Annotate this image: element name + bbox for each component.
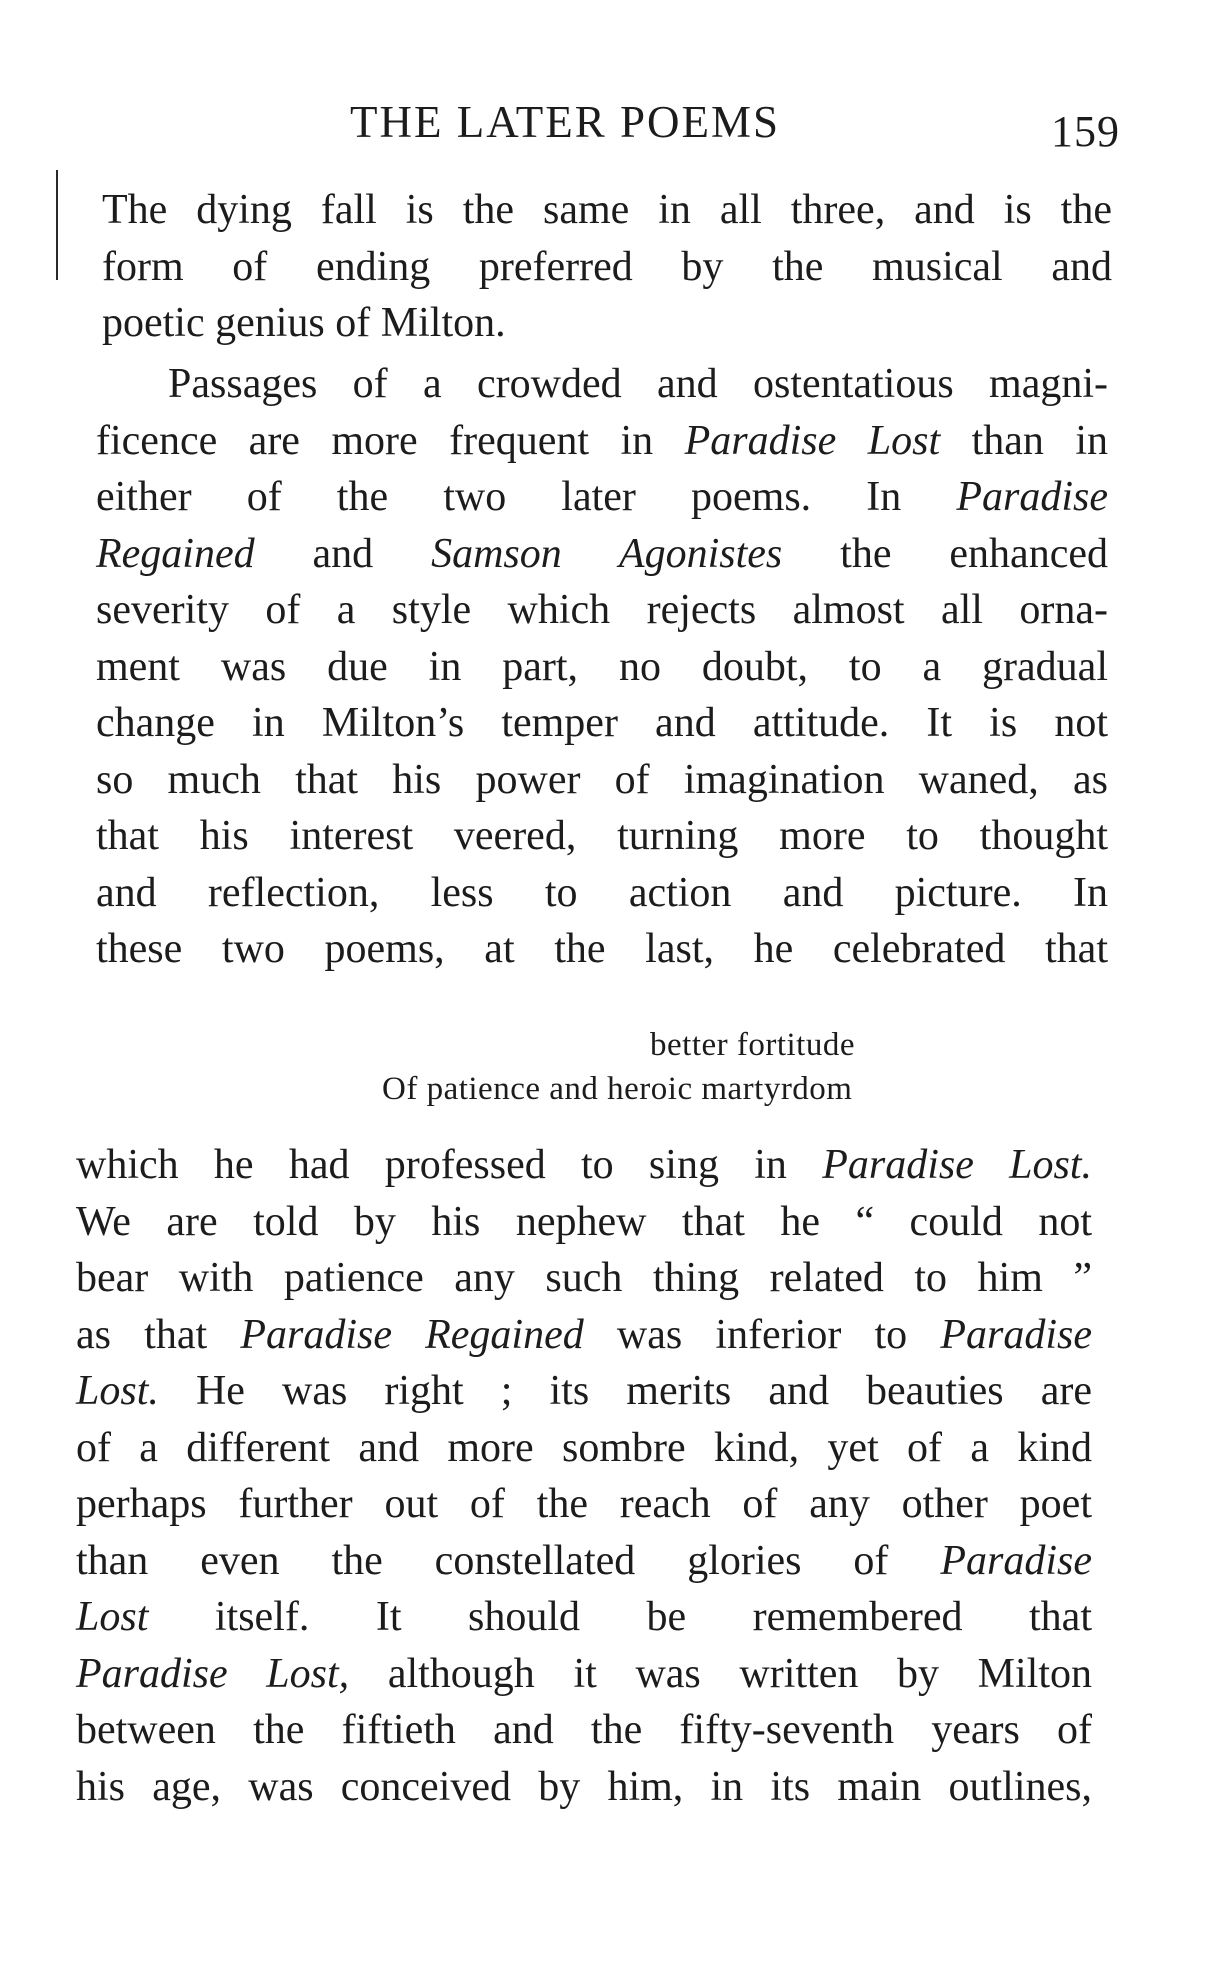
- text-run: and: [254, 530, 432, 577]
- text-run: either of the two later poems. In: [96, 474, 957, 520]
- text-line: [76, 1250, 1092, 1307]
- text-run: which he had professed to sing in: [76, 1142, 823, 1188]
- text-line: [76, 1194, 1092, 1251]
- text-run: He was right ; its merits and beauties are: [158, 1368, 1092, 1414]
- text-line: [96, 413, 1108, 470]
- quotation-line: better fortitude: [650, 1027, 856, 1063]
- text-run: the enhanced: [782, 530, 1108, 577]
- text-run: and reflection, less to action and picture. In: [96, 869, 1108, 916]
- text-run: between the fiftieth and the fifty-seventh years of: [76, 1707, 1092, 1753]
- text-run: his age, was conceived by him, in its main outlines,: [76, 1763, 1092, 1810]
- text-run: so much that his power of imagination waned, as: [96, 756, 1108, 803]
- running-title: THE LATER POEMS: [350, 97, 781, 147]
- text-line: poetic genius of Milton.: [102, 300, 506, 346]
- text-run: perhaps further out of the reach of any other poet: [76, 1481, 1092, 1527]
- text-line: [76, 1420, 1092, 1477]
- text-run: although it was written by Milton: [349, 1650, 1093, 1697]
- italic-title: Regained: [96, 530, 255, 577]
- text-line: [96, 865, 1108, 922]
- text-run: of a different and more sombre kind, yet of a kind: [76, 1424, 1092, 1471]
- text-run: ficence are more frequent in: [96, 417, 685, 464]
- text-line: [96, 582, 1108, 639]
- paragraph-1: [102, 182, 1112, 352]
- text-run: Passages of a crowded and ostentatious magni-: [168, 361, 1108, 407]
- text-line: form of ending preferred by the musical and: [102, 243, 1112, 290]
- text-run: was inferior to: [583, 1311, 941, 1358]
- margin-mark: [56, 170, 62, 280]
- text-line: [96, 639, 1108, 696]
- text-line: [96, 356, 1108, 413]
- italic-title: Paradise: [940, 1537, 1092, 1584]
- text-line: [76, 1137, 1092, 1194]
- paragraph-2: [96, 356, 1108, 978]
- text-run: bear with patience any such thing related to him ”: [76, 1255, 1092, 1301]
- text-line: The dying fall is the same in all three, and is the: [102, 187, 1112, 233]
- text-line: [96, 921, 1108, 978]
- italic-title: Lost.: [76, 1368, 159, 1414]
- italic-title: Paradise: [940, 1311, 1093, 1358]
- text-run: We are told by his nephew that he “ could not: [76, 1198, 1092, 1245]
- text-line: [96, 469, 1108, 526]
- italic-title: Paradise: [956, 474, 1108, 520]
- quotation-line: Of patience and heroic martyrdom: [382, 1071, 853, 1107]
- text-run: than even the constellated glories of: [76, 1537, 941, 1584]
- italic-title: Paradise Lost.: [822, 1142, 1092, 1188]
- text-line: [76, 1646, 1092, 1703]
- page-header: [80, 96, 1120, 156]
- text-run: itself. It should be remembered that: [148, 1594, 1092, 1640]
- italic-title: Paradise Lost,: [76, 1650, 350, 1697]
- text-run: change in Milton’s temper and attitude. It is not: [96, 700, 1108, 746]
- text-line: [96, 526, 1108, 583]
- text-line: [76, 1476, 1092, 1533]
- italic-title: Paradise Regained: [240, 1311, 584, 1358]
- text-run: that his interest veered, turning more to thought: [96, 813, 1108, 859]
- text-line: [96, 752, 1108, 809]
- italic-title: Paradise Lost: [684, 417, 941, 464]
- text-line: [76, 1533, 1092, 1590]
- text-line: [76, 1702, 1092, 1759]
- paragraph-3: [76, 1137, 1092, 1815]
- italic-title: Lost: [76, 1594, 149, 1640]
- italic-title: Samson Agonistes: [431, 530, 783, 577]
- text-run: these two poems, at the last, he celebrated that: [96, 926, 1108, 972]
- text-line: [76, 1307, 1092, 1364]
- text-line: [76, 1759, 1092, 1816]
- text-run: ment was due in part, no doubt, to a gradual: [96, 643, 1108, 690]
- text-line: [76, 1589, 1092, 1646]
- text-line: [76, 1363, 1092, 1420]
- text-run: than in: [940, 417, 1109, 464]
- text-line: [96, 808, 1108, 865]
- text-run: as that: [76, 1311, 241, 1358]
- text-run: severity of a style which rejects almost all orna-: [96, 587, 1108, 633]
- page-number: 159: [1051, 107, 1120, 156]
- text-line: [96, 695, 1108, 752]
